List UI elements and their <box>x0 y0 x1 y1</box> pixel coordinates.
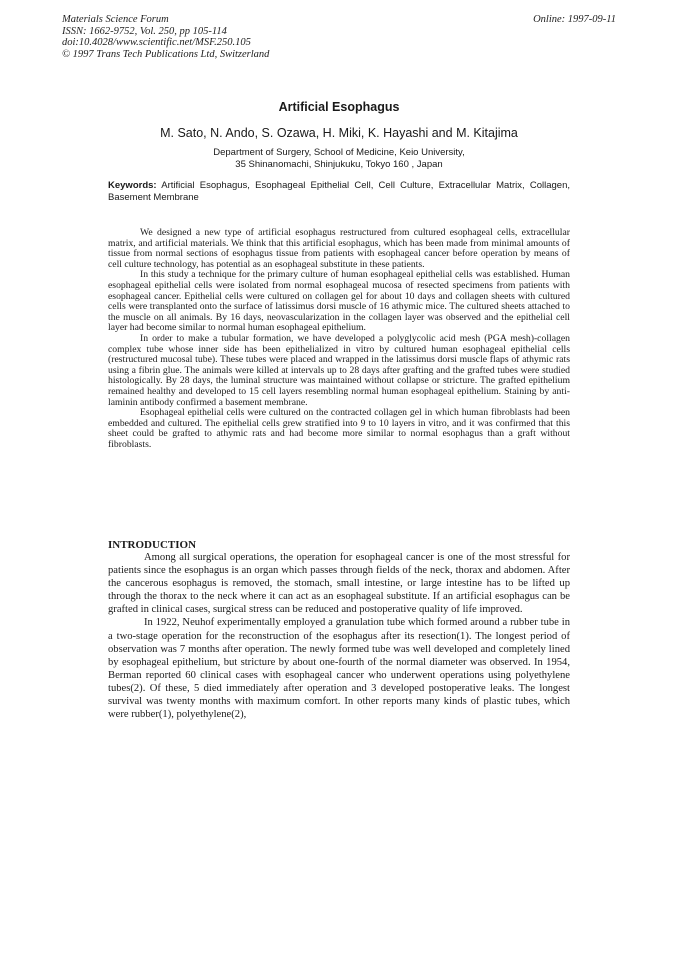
affiliation-line: 35 Shinanomachi, Shinjukuku, Tokyo 160 , Japan <box>235 159 443 170</box>
affiliation-line: Department of Surgery, School of Medicine, Keio University, <box>213 147 465 158</box>
issn-line: ISSN: 1662-9752, Vol. 250, pp 105-114 <box>62 25 227 37</box>
keywords-label: Keywords: <box>108 180 157 191</box>
abstract-paragraph: In order to make a tubular formation, we have developed a polyglycolic acid mesh (PGA mesh)-collagen complex tube whose inner side has been epithelialized in vitro by cultured human esophageal epithelial cells (restructured mucosal tube). These tubes were placed and wrapped in the latissimus dorsi muscle flaps of athymic rats using a fibrin glue. The animals were killed at intervals up to 28 days after grafting and the grafted tubes were studied histologically. By 28 days, the luminal structure was maintained without collapse or stricture. The grafted epithelium remained healthy and developed to 15 cell layers resembling normal human esophageal epithelium. Staining by anti-laminin antibody confirmed a basement membrane. <box>108 332 570 408</box>
body-paragraph: Among all surgical operations, the operation for esophageal cancer is one of the most stressful for patients since the esophagus is an organ which passes through fields of the neck, thorax and abdomen. After the cancerous esophagus is removed, the stomach, small intestine, or large intestine has to be lifted up through the thorax to the neck where it can act as an esophageal substitute. If an artificial esophagus can be grafted in clinical cases, surgical stress can be reduced and postoperative quality of life improved. <box>108 552 570 616</box>
keywords-text: Artificial Esophagus, Esophageal Epithelial Cell, Cell Culture, Extracellular Matrix, Collagen, Basement Membrane <box>108 180 570 203</box>
copyright-line: © 1997 Trans Tech Publications Ltd, Switzerland <box>62 48 270 60</box>
doi-line: doi:10.4028/www.scientific.net/MSF.250.105 <box>62 37 251 49</box>
journal-header <box>62 14 362 60</box>
abstract-paragraph: In this study a technique for the primary culture of human esophageal epithelial cells was established. Human esophageal epithelial cells were isolated from normal esophageal mucosa of resected specimens from patients with esophageal cancer. Epithelial cells were cultured on collagen gel for about 10 days and collagen sheets with cultured cells were transplanted onto the surface of latissimus dorsi muscle of 16 athymic mice. The cultured sheets attached to the muscle on all animals. By 16 days, neovascularization in the collagen layer was observed and the epithelial cell layer had become similar to normal human esophageal epithelium. <box>108 269 570 334</box>
body-paragraph: In 1922, Neuhof experimentally employed a granulation tube which formed around a rubber tube in a two-stage operation for the reconstruction of the esophagus after its resection(1). The longest period of observation was 7 months after operation. The newly formed tube was well developed and completely lined by esophageal epithelium, but stricture by about one-fourth of the normal diameter was observed. In 1954, Berman reported 60 clinical cases with esophageal cancer who underwent operations using polyethylene tubes(2). Of these, 5 died immediately after operation and 3 developed postoperative leaks. The longest survival was twenty months with maximum comfort. In other reports many kinds of plastic tubes, which were rubber(1), polyethylene(2), <box>108 617 570 721</box>
paper-title: Artificial Esophagus <box>278 100 400 114</box>
introduction-body <box>108 551 570 721</box>
keywords <box>108 180 570 204</box>
online-date: Online: 1997-09-11 <box>533 14 616 25</box>
author-list: M. Sato, N. Ando, S. Ozawa, H. Miki, K. Hayashi and M. Kitajima <box>160 126 518 140</box>
abstract <box>108 228 570 450</box>
journal-name: Materials Science Forum <box>62 14 169 25</box>
affiliation <box>0 147 678 171</box>
abstract-paragraph: Esophageal epithelial cells were cultured on the contracted collagen gel in which human fibroblasts had been embedded and cultured. The epithelial cells grew stratified into 9 to 10 layers in vitro, and it was confirmed that this sheet could be grafted to athymic rats and had become more similar to normal esophagus than a graft without fibroblasts. <box>108 407 570 450</box>
section-heading: INTRODUCTION <box>108 539 197 551</box>
abstract-paragraph: We designed a new type of artificial esophagus restructured from cultured esophageal cells, extracellular matrix, and artificial materials. We think that this artificial esophagus, which has been made from minimal amounts of tissue from normal sections of esophagus tissue from patients with esophageal cancer before operation by means of cell culture technology, has potential as an esophageal substitute in these patients. <box>108 227 570 270</box>
